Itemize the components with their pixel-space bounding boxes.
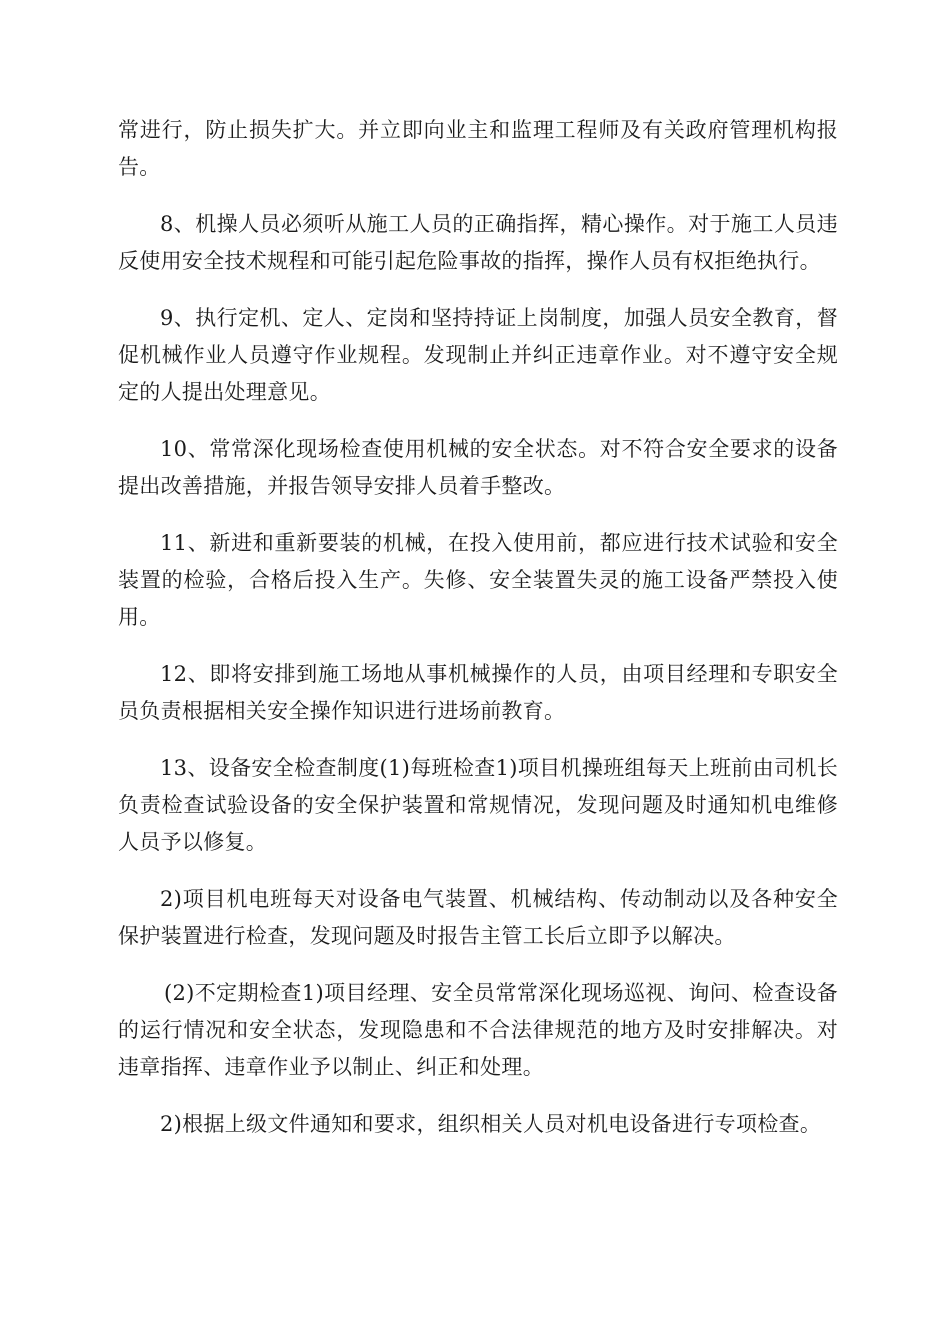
document-body [118, 112, 838, 1163]
paragraph-item-13: 13、设备安全检查制度(1)每班检查1)项目机操班组每天上班前由司机长负责检查试验设备的安全保护装置和常规情况，发现问题及时通知机电维修人员予以修复。 [118, 756, 838, 854]
paragraph-item-12: 12、即将安排到施工场地从事机械操作的人员，由项目经理和专职安全员负责根据相关安全操作知识进行进场前教育。 [118, 662, 838, 723]
paragraph-item-10: 10、常常深化现场检查使用机械的安全状态。对不符合安全要求的设备提出改善措施，并报告领导安排人员着手整改。 [118, 437, 838, 498]
paragraph-irregular-inspection: (2)不定期检查1)项目经理、安全员常常深化现场巡视、询问、检查设备的运行情况和安全状态，发现隐患和不合法律规范的地方及时安排解决。对违章指挥、违章作业予以制止、纠正和处理。 [118, 981, 838, 1079]
paragraph-item-11: 11、新进和重新要装的机械，在投入使用前，都应进行技术试验和安全装置的检验，合格后投入生产。失修、安全装置失灵的施工设备严禁投入使用。 [118, 531, 838, 629]
paragraph-special-inspection: 2)根据上级文件通知和要求，组织相关人员对机电设备进行专项检查。 [160, 1112, 822, 1136]
paragraph-item-9: 9、执行定机、定人、定岗和坚持持证上岗制度，加强人员安全教育，督促机械作业人员遵守作业规程。发现制止并纠正违章作业。对不遵守安全规定的人提出处理意见。 [118, 306, 838, 404]
paragraph-item-13-sub-2: 2)项目机电班每天对设备电气装置、机械结构、传动制动以及各种安全保护装置进行检查，发现问题及时报告主管工长后立即予以解决。 [118, 887, 838, 948]
paragraph-item-8: 8、机操人员必须听从施工人员的正确指挥，精心操作。对于施工人员违反使用安全技术规程和可能引起危险事故的指挥，操作人员有权拒绝执行。 [118, 212, 838, 273]
paragraph-continuation: 常进行，防止损失扩大。并立即向业主和监理工程师及有关政府管理机构报告。 [118, 118, 838, 179]
